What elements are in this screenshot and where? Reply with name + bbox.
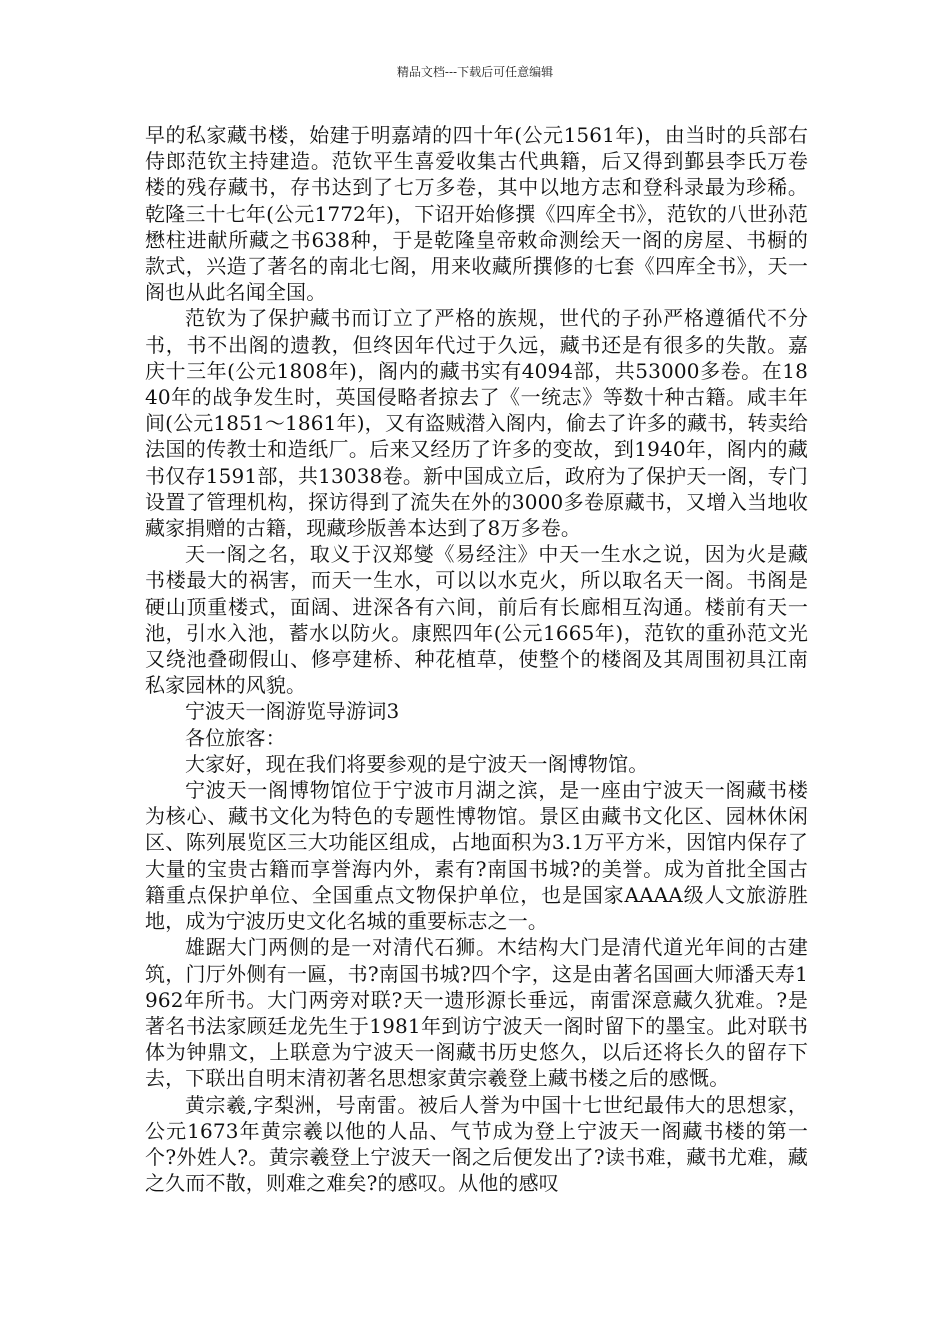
section-title: 宁波天一阁游览导游词3: [185, 699, 400, 724]
paragraph: 宁波天一阁博物馆位于宁波市月湖之滨，是一座由宁波天一阁藏书楼为核心、藏书文化为特色的专题性博物馆。景区由藏书文化区、园林休闲区、陈列展览区三大功能区组成，占地面积为3.1万平方米，因馆内保存了大量的宝贵古籍而享誉海内外，素有?南国书城?的美誉。成为首批全国古籍重点保护单位、全国重点文物保护单位，也是国家AAAA级人文旅游胜地，成为宁波历史文化名城的重要标志之一。: [145, 778, 808, 934]
paragraph: 黄宗羲,字梨洲，号南雷。被后人誉为中国十七世纪最伟大的思想家，公元1673年黄宗羲以他的人品、气节成为登上宁波天一阁藏书楼的第一个?外姓人?。黄宗羲登上宁波天一阁之后便发出了?读书难，藏书尤难，藏之久而不散，则难之难矣?的感叹。从他的感叹: [145, 1092, 808, 1196]
paragraph: 天一阁之名，取义于汉郑燮《易经注》中天一生水之说，因为火是藏书楼最大的祸害，而天一生水，可以以水克火，所以取名天一阁。书阁是硬山顶重楼式，面阔、进深各有六间，前后有长廊相互沟通。楼前有天一池，引水入池，蓄水以防火。康熙四年(公元1665年)，范钦的重孙范文光又绕池叠砌假山、修亭建桥、种花植草，使整个的楼阁及其周围初具江南私家园林的风貌。: [145, 542, 808, 698]
paragraph: 范钦为了保护藏书而订立了严格的族规，世代的子孙严格遵循代不分书，书不出阁的遗教，但终因年代过于久远，藏书还是有很多的失散。嘉庆十三年(公元1808年)，阁内的藏书实有4094部，共53000多卷。在1840年的战争发生时，英国侵略者掠去了《一统志》等数十种古籍。咸丰年间(公元1851～1861年)，又有盗贼潜入阁内，偷去了许多的藏书，转卖给法国的传教士和造纸厂。后来又经历了许多的变故，到1940年，阁内的藏书仅存1591部，共13038卷。新中国成立后，政府为了保护天一阁，专门设置了管理机构，探访得到了流失在外的3000多卷原藏书，又增入当地收藏家捐赠的古籍，现藏珍版善本达到了8万多卷。: [145, 306, 808, 541]
paragraph: 雄踞大门两侧的是一对清代石狮。木结构大门是清代道光年间的古建筑，门厅外侧有一匾，书?南国书城?四个字，这是由著名国画大师潘天寿1962年所书。大门两旁对联?天一遗形源长垂远，南雷深意藏久犹难。?是著名书法家顾廷龙先生于1981年到访宁波天一阁时留下的墨宝。此对联书体为钟鼎文，上联意为宁波天一阁藏书历史悠久，以后还将长久的留存下去，下联出自明末清初著名思想家黄宗羲登上藏书楼之后的感慨。: [145, 935, 808, 1091]
salutation: 各位旅客：: [185, 725, 286, 750]
page-header: 精品文档---下载后可任意编辑: [396, 65, 554, 79]
paragraph: 早的私家藏书楼，始建于明嘉靖的四十年(公元1561年)，由当时的兵部右侍郎范钦主持建造。范钦平生喜爱收集古代典籍，后又得到鄞县李氏万卷楼的残存藏书，存书达到了七万多卷，其中以地方志和登科录最为珍稀。乾隆三十七年(公元1772年)，下诏开始修撰《四库全书》，范钦的八世孙范懋柱进献所藏之书638种，于是乾隆皇帝敕命测绘天一阁的房屋、书橱的款式，兴造了著名的南北七阁，用来收藏所撰修的七套《四库全书》，天一阁也从此名闻全国。: [145, 123, 808, 305]
paragraph: 大家好，现在我们将要参观的是宁波天一阁博物馆。: [185, 751, 649, 776]
document-body: [145, 122, 808, 1196]
